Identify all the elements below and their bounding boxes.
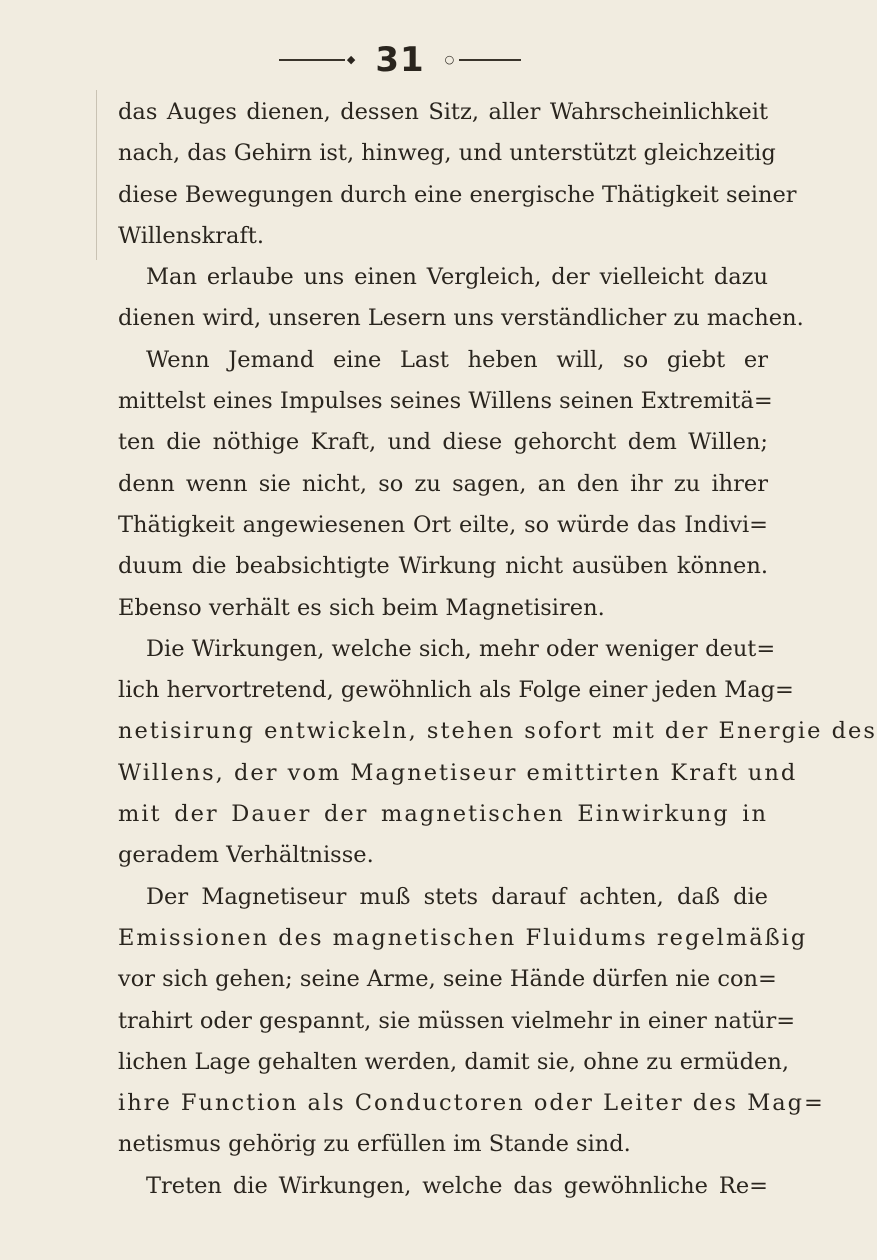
text-line: diese Bewegungen durch eine energische Thätigkeit seiner bbox=[118, 181, 797, 208]
text-line: Willens, der vom Magnetiseur emittirten Kraft und bbox=[118, 759, 798, 786]
text-line: mittelst eines Impulses seines Willens seinen Extremitä= bbox=[118, 388, 773, 415]
text-line: Man erlaube uns einen Vergleich, der vielleicht dazu bbox=[146, 264, 768, 291]
text-line: das Auges dienen, dessen Sitz, aller Wahrscheinlichkeit bbox=[118, 99, 768, 125]
page-edge-line bbox=[96, 90, 97, 260]
text-line: netismus gehörig zu erfüllen im Stande sind. bbox=[118, 1131, 631, 1158]
text-line: geradem Verhältnisse. bbox=[118, 842, 374, 869]
header-ornament-right bbox=[443, 50, 521, 70]
text-line: Treten die Wirkungen, welche das gewöhnliche Re= bbox=[146, 1172, 768, 1199]
text-line: denn wenn sie nicht, so zu sagen, an den ihr zu ihrer bbox=[118, 470, 768, 497]
text-line: ihre Function als Conductoren oder Leiter des Mag= bbox=[118, 1090, 825, 1117]
text-line: mit der Dauer der magnetischen Einwirkung in bbox=[118, 801, 768, 828]
text-line: netisirung entwickeln, stehen sofort mit der Energie des bbox=[118, 718, 877, 745]
text-line: Die Wirkungen, welche sich, mehr oder weniger deut= bbox=[146, 635, 776, 662]
page-header bbox=[0, 40, 800, 80]
text-line: vor sich gehen; seine Arme, seine Hände dürfen nie con= bbox=[118, 966, 777, 993]
header-ornament-left bbox=[279, 50, 357, 70]
diamond-icon: ◆ bbox=[346, 53, 356, 66]
text-line: Willenskraft. bbox=[118, 222, 264, 249]
text-line: nach, das Gehirn ist, hinweg, und unterstützt gleichzeitig bbox=[118, 140, 776, 167]
text-line: lich hervortretend, gewöhnlich als Folge einer jeden Mag= bbox=[118, 677, 794, 704]
text-line: dienen wird, unseren Lesern uns verständlicher zu machen. bbox=[118, 305, 804, 332]
text-line: Der Magnetiseur muß stets darauf achten, daß die bbox=[146, 883, 768, 910]
circle-icon: ○ bbox=[444, 53, 455, 66]
text-line: ten die nöthige Kraft, und diese gehorcht dem Willen; bbox=[118, 429, 768, 456]
text-line: trahirt oder gespannt, sie müssen vielmehr in einer natür= bbox=[118, 1007, 796, 1034]
text-line: lichen Lage gehalten werden, damit sie, ohne zu ermüden, bbox=[118, 1048, 789, 1075]
text-line: Ebenso verhält es sich beim Magnetisiren. bbox=[118, 594, 605, 621]
text-line: Thätigkeit angewiesenen Ort eilte, so würde das Indivi= bbox=[118, 511, 768, 538]
text-line: Emissionen des magnetischen Fluidums regelmäßig bbox=[118, 924, 808, 951]
body-text bbox=[118, 92, 877, 1207]
text-line: Wenn Jemand eine Last heben will, so giebt er bbox=[146, 346, 768, 373]
page-number: 31 bbox=[375, 40, 425, 80]
text-line: duum die beabsichtigte Wirkung nicht ausüben können. bbox=[118, 553, 768, 580]
